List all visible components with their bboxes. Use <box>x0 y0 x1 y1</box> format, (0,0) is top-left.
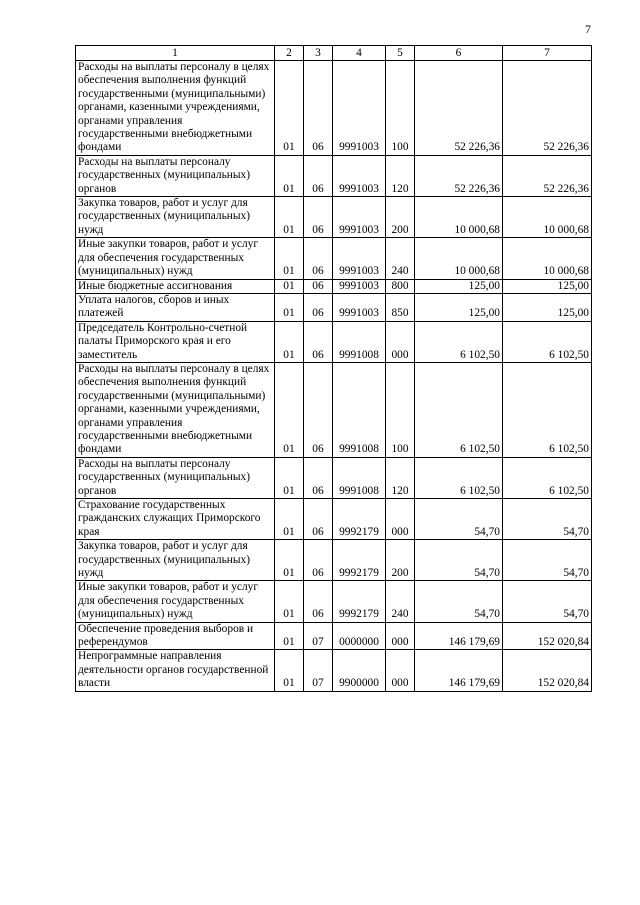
row-subsection: 06 <box>304 279 333 293</box>
row-expense-type: 000 <box>386 321 415 362</box>
row-expense-type: 100 <box>386 61 415 156</box>
row-name: Непрограммные направления деятельности органов государственной власти <box>76 650 275 691</box>
row-expense-type: 000 <box>386 650 415 691</box>
table-row <box>76 622 592 650</box>
row-expense-type: 120 <box>386 457 415 498</box>
row-amount-2: 10 000,68 <box>503 197 592 238</box>
row-amount-1: 54,70 <box>415 499 503 540</box>
row-expense-type: 120 <box>386 155 415 196</box>
row-name: Расходы на выплаты персоналу в целях обеспечения выполнения функций государственными (муниципальными) органами, казенными учреждениями, органами управления государственными внебюджетными фондами <box>76 61 275 156</box>
row-target-article: 9991008 <box>333 321 386 362</box>
row-name: Страхование государственных гражданских служащих Приморского края <box>76 499 275 540</box>
table-row <box>76 197 592 238</box>
row-expense-type: 000 <box>386 499 415 540</box>
row-section: 01 <box>275 155 304 196</box>
row-expense-type: 800 <box>386 279 415 293</box>
row-expense-type: 200 <box>386 540 415 581</box>
row-subsection: 06 <box>304 499 333 540</box>
row-name: Обеспечение проведения выборов и референдумов <box>76 622 275 650</box>
row-section: 01 <box>275 540 304 581</box>
row-amount-2: 52 226,36 <box>503 61 592 156</box>
row-amount-1: 146 179,69 <box>415 650 503 691</box>
row-amount-2: 152 020,84 <box>503 622 592 650</box>
header-col-1: 1 <box>76 46 275 61</box>
row-amount-2: 54,70 <box>503 499 592 540</box>
row-section: 01 <box>275 457 304 498</box>
row-target-article: 9991003 <box>333 197 386 238</box>
row-name: Уплата налогов, сборов и иных платежей <box>76 293 275 321</box>
row-target-article: 9991003 <box>333 279 386 293</box>
row-subsection: 06 <box>304 61 333 156</box>
row-amount-1: 6 102,50 <box>415 321 503 362</box>
row-amount-2: 54,70 <box>503 540 592 581</box>
row-expense-type: 240 <box>386 581 415 622</box>
header-col-2: 2 <box>275 46 304 61</box>
row-name: Расходы на выплаты персоналу в целях обеспечения выполнения функций государственными (муниципальными) органами, казенными учреждениями, органами управления государственными внебюджетными фондами <box>76 362 275 457</box>
table-row <box>76 293 592 321</box>
table-row <box>76 540 592 581</box>
row-target-article: 9991008 <box>333 362 386 457</box>
table-row <box>76 61 592 156</box>
row-amount-1: 6 102,50 <box>415 457 503 498</box>
row-amount-1: 52 226,36 <box>415 155 503 196</box>
row-section: 01 <box>275 499 304 540</box>
row-section: 01 <box>275 362 304 457</box>
row-section: 01 <box>275 650 304 691</box>
row-expense-type: 000 <box>386 622 415 650</box>
row-expense-type: 850 <box>386 293 415 321</box>
row-target-article: 9992179 <box>333 581 386 622</box>
row-subsection: 06 <box>304 155 333 196</box>
row-section: 01 <box>275 238 304 279</box>
row-amount-2: 125,00 <box>503 279 592 293</box>
header-col-7: 7 <box>503 46 592 61</box>
row-target-article: 0000000 <box>333 622 386 650</box>
header-col-3: 3 <box>304 46 333 61</box>
page-number: 7 <box>585 22 591 36</box>
table-row <box>76 321 592 362</box>
row-name: Закупка товаров, работ и услуг для государственных (муниципальных) нужд <box>76 197 275 238</box>
table-row <box>76 155 592 196</box>
row-section: 01 <box>275 293 304 321</box>
row-name: Иные бюджетные ассигнования <box>76 279 275 293</box>
row-target-article: 9900000 <box>333 650 386 691</box>
row-subsection: 07 <box>304 622 333 650</box>
row-amount-2: 6 102,50 <box>503 321 592 362</box>
table-row <box>76 457 592 498</box>
table-row <box>76 279 592 293</box>
row-section: 01 <box>275 279 304 293</box>
row-name: Расходы на выплаты персоналу государственных (муниципальных) органов <box>76 155 275 196</box>
row-expense-type: 240 <box>386 238 415 279</box>
row-name: Иные закупки товаров, работ и услуг для обеспечения государственных (муниципальных) нужд <box>76 238 275 279</box>
row-subsection: 06 <box>304 321 333 362</box>
row-amount-1: 54,70 <box>415 581 503 622</box>
header-col-6: 6 <box>415 46 503 61</box>
row-subsection: 06 <box>304 293 333 321</box>
row-subsection: 06 <box>304 238 333 279</box>
row-amount-2: 125,00 <box>503 293 592 321</box>
row-target-article: 9991003 <box>333 61 386 156</box>
row-amount-1: 10 000,68 <box>415 238 503 279</box>
row-amount-1: 146 179,69 <box>415 622 503 650</box>
row-name: Расходы на выплаты персоналу государственных (муниципальных) органов <box>76 457 275 498</box>
row-amount-1: 52 226,36 <box>415 61 503 156</box>
row-amount-2: 6 102,50 <box>503 362 592 457</box>
row-target-article: 9992179 <box>333 540 386 581</box>
row-name: Иные закупки товаров, работ и услуг для обеспечения государственных (муниципальных) нужд <box>76 581 275 622</box>
row-target-article: 9991003 <box>333 238 386 279</box>
table-row <box>76 499 592 540</box>
row-target-article: 9992179 <box>333 499 386 540</box>
row-expense-type: 100 <box>386 362 415 457</box>
table-row <box>76 238 592 279</box>
row-amount-1: 10 000,68 <box>415 197 503 238</box>
row-subsection: 07 <box>304 650 333 691</box>
row-section: 01 <box>275 61 304 156</box>
row-amount-1: 125,00 <box>415 293 503 321</box>
row-target-article: 9991008 <box>333 457 386 498</box>
row-subsection: 06 <box>304 581 333 622</box>
row-subsection: 06 <box>304 197 333 238</box>
row-amount-2: 52 226,36 <box>503 155 592 196</box>
budget-table <box>75 45 592 692</box>
row-target-article: 9991003 <box>333 293 386 321</box>
header-col-4: 4 <box>333 46 386 61</box>
row-amount-2: 10 000,68 <box>503 238 592 279</box>
row-section: 01 <box>275 622 304 650</box>
row-section: 01 <box>275 321 304 362</box>
header-col-5: 5 <box>386 46 415 61</box>
header-row <box>76 46 592 61</box>
row-expense-type: 200 <box>386 197 415 238</box>
row-name: Закупка товаров, работ и услуг для государственных (муниципальных) нужд <box>76 540 275 581</box>
row-subsection: 06 <box>304 540 333 581</box>
row-section: 01 <box>275 197 304 238</box>
row-amount-1: 6 102,50 <box>415 362 503 457</box>
row-amount-2: 6 102,50 <box>503 457 592 498</box>
row-amount-2: 54,70 <box>503 581 592 622</box>
table-row <box>76 362 592 457</box>
row-name: Председатель Контрольно-счетной палаты Приморского края и его заместитель <box>76 321 275 362</box>
row-amount-1: 125,00 <box>415 279 503 293</box>
table-row <box>76 581 592 622</box>
row-subsection: 06 <box>304 362 333 457</box>
table-row <box>76 650 592 691</box>
row-section: 01 <box>275 581 304 622</box>
row-target-article: 9991003 <box>333 155 386 196</box>
row-amount-2: 152 020,84 <box>503 650 592 691</box>
row-amount-1: 54,70 <box>415 540 503 581</box>
row-subsection: 06 <box>304 457 333 498</box>
